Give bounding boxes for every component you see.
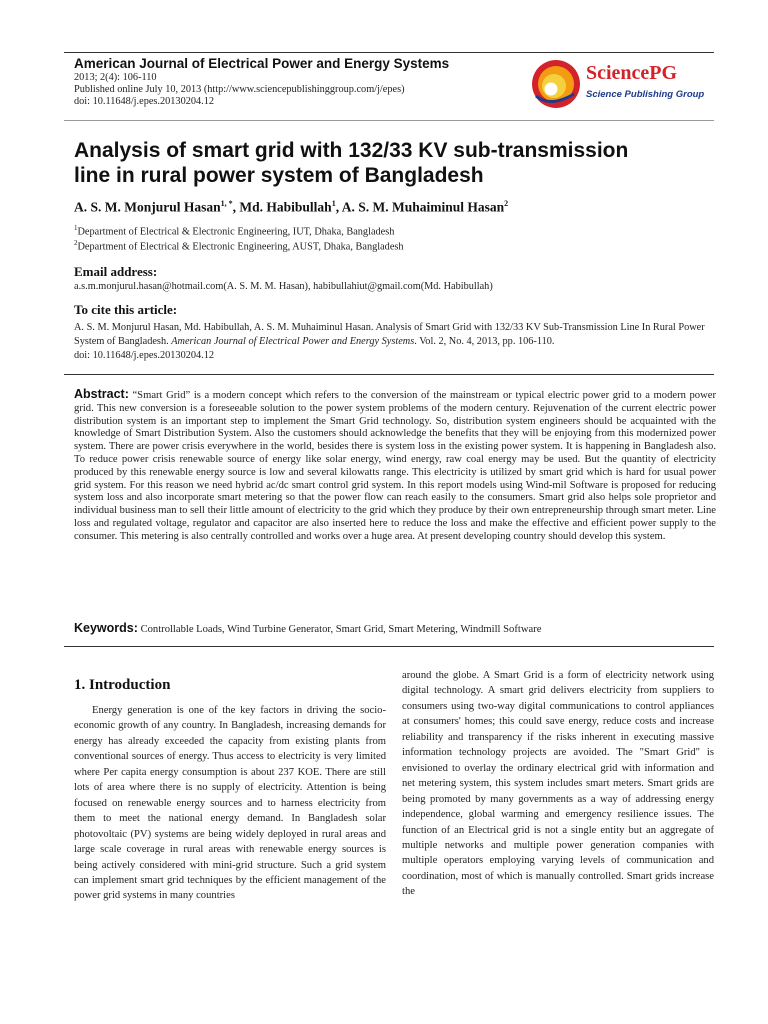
cite-authors-title: A. S. M. Monjurul Hasan, Md. Habibullah, A. S. M. Muhaiminul Hasan. Analysis of Smart Grid with 132/33 KV Sub-Transmission Line In Rural Power System of Bangladesh. [74, 322, 705, 347]
cite-text [74, 321, 716, 363]
affiliation-superscript: 1 [74, 224, 78, 232]
author-name: Md. Habibullah [239, 199, 332, 215]
header-bottom-rule [64, 120, 714, 121]
header-top-rule [64, 52, 714, 53]
section-heading-introduction: 1. Introduction [74, 677, 171, 693]
published-online: Published online July 10, 2013 (http://www.sciencepublishinggroup.com/j/epes) [74, 84, 405, 95]
abstract-bottom-rule [64, 646, 714, 647]
keywords-text: Controllable Loads, Wind Turbine Generator, Smart Grid, Smart Metering, Windmill Software [140, 624, 542, 635]
paper-title-line-2: line in rural power system of Bangladesh [74, 164, 484, 187]
author-separator: , [232, 199, 240, 215]
affiliation-text: Department of Electrical & Electronic Engineering, AUST, Dhaka, Bangladesh [77, 241, 404, 253]
affiliation-superscript: 2 [74, 239, 78, 247]
author-superscript: 1, * [220, 199, 233, 208]
sciencepg-logo [530, 58, 720, 108]
sciencepg-logo-icon [530, 58, 582, 110]
intro-right-column: around the globe. A Smart Grid is a form of electricity network using digital technology. A smart grid delivers electricity from suppliers to consumers using two-way digital communications to control appliances at consumers' homes; this could save energy, reduce costs and increase reliability and transparency if the risks inherent in executing massive information technology projects are avoided. The "Smart Grid" is envisioned to overlay the ordinary electrical grid with information and net metering system, this system includes smart meters. Smart grids are being promoted by many governments as a way of addressing energy independence, global warming and emergency resilience issues. The function of an Electrical grid is not a single entity but an aggregate of multiple networks and multiple power generation companies with multiple operators employing varying levels of communication and coordination, most of which is manually controlled. Smart grids increase the [402, 670, 714, 898]
email-heading: Email address: [74, 264, 158, 279]
abstract-top-rule [64, 374, 714, 375]
cite-volume: . Vol. 2, No. 4, 2013, pp. 106-110. [414, 336, 555, 347]
author-superscript: 1 [331, 199, 336, 208]
abstract-text: “Smart Grid” is a modern concept which refers to the conversion of the mainstream or typical electric power grid to a modern power grid. This new conversion is a foreseeable solution to the power system problems of the modern century. Rejuvenation of the current electric power distribution system is an important step to implement the Smart Grid technology. So, distribution system engineers should be acquainted with the knowledge of Smart Distribution System. Also the customers should acknowledge the benefits that they will be enjoying from this modernized power system. There are power crisis everywhere in the world, besides there is system loss in the existing power system. It is happening in Bangladesh also. To reduce power crisis renewable source of energy like solar energy, wind energy, raw coal energy may be used. But the quantity of electricity produced by this renewable energy source is low and several kilowatts range. This electricity is utilized by smart grid which is hard for usual power grid system. For this reason we need hybrid ac/dc smart control grid system. In this report models using Wind-mil Software is proposed for reducing system loss and also incorporate smart metering so that the power flow can reach easily to the consumers. Smart grid also helps sole proprietor and individual business man to sell their little amount of electricity to the grid which they produce by their own entrepreneurship through smart meter. Line loss and regulated voltage, regulator and capacitor are also inserted here to reduce the loss and make the effective and efficient power supply to the consumer. This metering is also centrally controlled and works over a huge area. At present developing country should develop this system. [74, 390, 716, 542]
journal-name: American Journal of Electrical Power and Energy Systems [74, 56, 450, 71]
abstract [74, 388, 716, 544]
keywords-label: Keywords: [74, 621, 138, 635]
keywords [74, 621, 716, 635]
abstract-label: Abstract: [74, 387, 129, 401]
cite-doi: doi: 10.11648/j.epes.20130204.12 [74, 350, 215, 361]
journal-volume-pages: 2013; 2(4): 106-110 [74, 72, 157, 83]
affiliation-2 [74, 239, 404, 252]
paper-title [74, 138, 714, 188]
email-addresses: a.s.m.monjurul.hasan@hotmail.com(A. S. M. M. Hasan), habibullahiut@gmail.com(Md. Habibullah) [74, 281, 493, 292]
author-separator: , [335, 199, 342, 215]
affiliation-text: Department of Electrical & Electronic Engineering, IUT, Dhaka, Bangladesh [77, 226, 395, 238]
paper-title-line-1: Analysis of smart grid with 132/33 KV sub-transmission [74, 139, 629, 162]
cite-journal: American Journal of Electrical Power and Energy Systems [171, 336, 415, 347]
intro-left-column: Energy generation is one of the key factors in driving the socio-economic growth of any country. In Bangladesh, increasing demands for energy has already exceeded the capacity from existing plants from conventional sources of energy. Thus access to electricity is very limited where Per capita energy consumption is about 237 KOE. There are still lots of area where there is no supply of electricity. Attention is being focused on renewable energy sources and to harness electricity from them to meet the national energy demand. In Bangladesh solar photovoltaic (PV) systems are being widely deployed in rural areas and large scale coverage in rural areas with renewable energy sources is being actively considered with mini-grid structure. Such a grid system can implement smart grid techniques by the efficient management of the power grid systems in many countries [74, 705, 386, 902]
author-name: A. S. M. Muhaiminul Hasan [341, 199, 505, 215]
author-list [74, 199, 714, 216]
header-doi: doi: 10.11648/j.epes.20130204.12 [74, 96, 215, 107]
logo-subtitle: Science Publishing Group [586, 89, 705, 100]
author-superscript: 2 [504, 199, 509, 208]
affiliation-1 [74, 224, 394, 237]
cite-heading: To cite this article: [74, 302, 178, 317]
author-name: A. S. M. Monjurul Hasan [74, 199, 221, 215]
logo-name: SciencePG [586, 62, 678, 84]
